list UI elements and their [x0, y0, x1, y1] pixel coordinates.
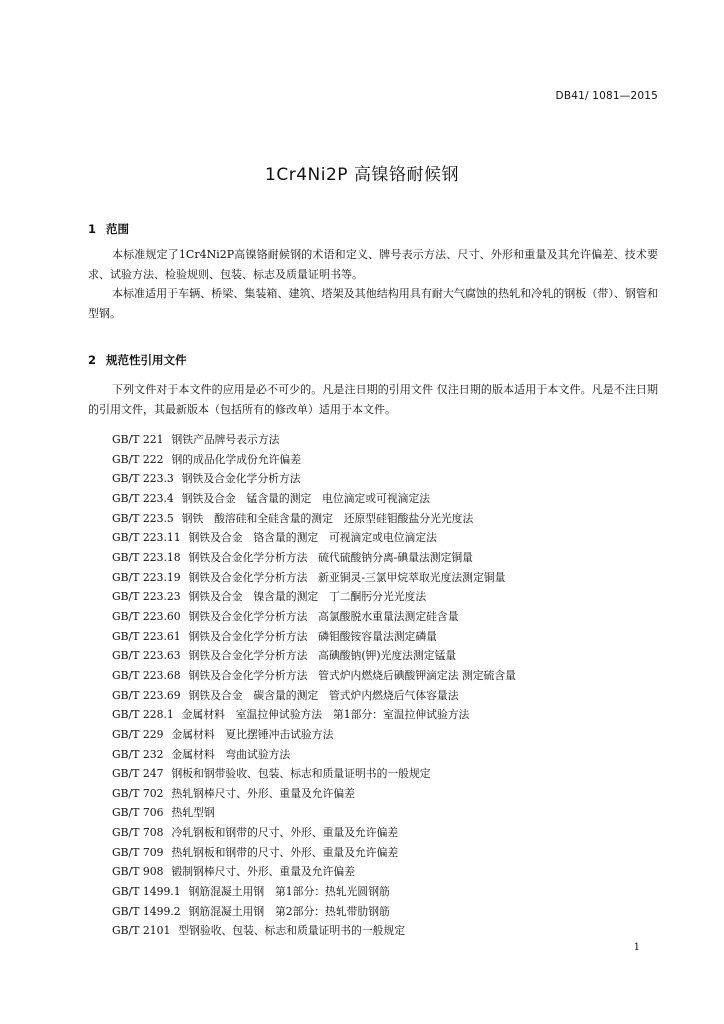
reference-code: GB/T 232: [112, 747, 164, 761]
section-title: 范围: [106, 222, 129, 236]
reference-code: GB/T 223.61: [112, 629, 181, 643]
list-item: [112, 587, 516, 607]
list-item: [112, 745, 516, 765]
list-item: [112, 686, 516, 706]
reference-title: 金属材料 弯曲试验方法: [171, 747, 291, 761]
reference-title: 钢板和钢带验收、包装、标志和质量证明书的一般规定: [171, 767, 431, 781]
reference-code: GB/T 223.63: [112, 649, 181, 663]
list-item: [112, 430, 516, 450]
reference-code: GB/T 223.11: [112, 531, 181, 545]
reference-title: 钢铁及合金 碳含量的测定 管式炉内燃烧后气体容量法: [188, 688, 459, 702]
reference-title: 热轧钢棒尺寸、外形、重量及允许偏差: [171, 786, 355, 800]
list-item: [112, 784, 516, 804]
reference-title: 冷轧钢板和钢带的尺寸、外形、重量及允许偏差: [171, 826, 399, 840]
reference-title: 钢铁及合金化学分析方法 管式炉内燃烧后碘酸钾滴定法 测定硫含量: [188, 668, 516, 682]
reference-title: 锻制钢棒尺寸、外形、重量及允许偏差: [171, 865, 355, 879]
reference-title: 钢铁及合金化学分析方法 新亚铜灵-三氯甲烷萃取光度法测定铜量: [188, 570, 506, 584]
reference-code: GB/T 1499.1: [112, 885, 181, 899]
list-item: [112, 627, 516, 647]
reference-title: 型钢验收、包装、标志和质量证明书的一般规定: [178, 924, 406, 938]
reference-code: GB/T 708: [112, 826, 164, 840]
section-number: 1: [88, 222, 97, 236]
reference-title: 钢铁及合金化学分析方法 硫代硫酸钠分离-碘量法测定铜量: [188, 550, 473, 564]
section-title: 规范性引用文件: [106, 353, 187, 367]
reference-code: GB/T 702: [112, 786, 164, 800]
reference-code: GB/T 223.69: [112, 688, 181, 702]
reference-title: 钢铁及合金 镍含量的测定 丁二酮肟分光光度法: [188, 590, 427, 604]
paragraph-references-intro: 下列文件对于本文件的应用是必不可少的。凡是注日期的引用文件 仅注日期的版本适用于本文件。凡是不注日期的引用文件，其最新版本（包括所有的修改单）适用于本文件。: [88, 383, 658, 416]
reference-code: GB/T 221: [112, 433, 164, 446]
list-item: [112, 666, 516, 686]
list-item: [112, 725, 516, 745]
list-item: [112, 803, 516, 823]
document-code: DB41/ 1081—2015: [555, 90, 658, 102]
list-item: [112, 469, 516, 489]
reference-code: GB/T 223.60: [112, 609, 181, 623]
reference-code: GB/T 223.4: [112, 491, 174, 505]
list-item: [112, 823, 516, 843]
page-number: 1: [633, 942, 640, 953]
section-number: 2: [88, 353, 97, 367]
reference-code: GB/T 223.3: [112, 472, 174, 486]
reference-title: 钢铁及合金化学分析方法 磷钼酸铵容量法测定磷量: [188, 629, 437, 643]
list-item: [112, 882, 516, 902]
reference-title: 钢铁及合金 铬含量的测定 可视滴定或电位滴定法: [188, 531, 437, 545]
reference-code: GB/T 222: [112, 452, 164, 466]
reference-code: GB/T 223.5: [112, 511, 174, 525]
reference-title: 钢的成品化学成份允许偏差: [171, 452, 302, 466]
list-item: [112, 489, 516, 509]
reference-title: 热轧钢板和钢带的尺寸、外形、重量及允许偏差: [171, 845, 399, 859]
reference-code: GB/T 2101: [112, 924, 171, 938]
list-item: [112, 921, 516, 941]
list-item: [112, 705, 516, 725]
paragraph-scope-1: 本标准规定了1Cr4Ni2P高镍铬耐候钢的术语和定义、牌号表示方法、尺寸、外形和重量及其允许偏差、技术要求、试验方法、检验规则、包装、标志及质量证明书等。: [88, 248, 658, 281]
reference-code: GB/T 223.68: [112, 668, 181, 682]
reference-code: GB/T 229: [112, 727, 164, 741]
list-item: [112, 548, 516, 568]
list-item: [112, 568, 516, 588]
paragraph-scope-2: 本标准适用于车辆、桥梁、集装箱、建筑、塔架及其他结构用具有耐大气腐蚀的热轧和冷轧的钢板（带）、钢管和型钢。: [88, 287, 658, 320]
section-heading-scope: [88, 221, 129, 237]
reference-code: GB/T 223.23: [112, 590, 181, 604]
reference-title: 钢铁产品牌号表示方法: [171, 433, 280, 446]
reference-title: 钢铁 酸溶硅和全硅含量的测定 还原型硅钼酸盐分光光度法: [181, 511, 474, 525]
reference-title: 金属材料 室温拉伸试验方法 第1部分：室温拉伸试验方法: [181, 708, 470, 722]
list-item: [112, 509, 516, 529]
reference-code: GB/T 709: [112, 845, 164, 859]
reference-code: GB/T 908: [112, 865, 164, 879]
list-item: [112, 528, 516, 548]
reference-code: GB/T 223.18: [112, 550, 181, 564]
document-title: 1Cr4Ni2P 高镍铬耐候钢: [265, 165, 459, 185]
reference-code: GB/T 228.1: [112, 708, 174, 722]
reference-title: 钢铁及合金化学分析方法: [181, 472, 301, 486]
reference-title: 钢筋混凝土用钢 第2部分：热轧带肋钢筋: [188, 904, 390, 918]
list-item: [112, 862, 516, 882]
reference-code: GB/T 247: [112, 767, 164, 781]
reference-code: GB/T 706: [112, 806, 164, 820]
reference-code: GB/T 223.19: [112, 570, 181, 584]
list-item: [112, 843, 516, 863]
list-item: [112, 764, 516, 784]
reference-list: [112, 430, 516, 941]
reference-title: 钢铁及合金 锰含量的测定 电位滴定或可视滴定法: [181, 491, 431, 505]
list-item: [112, 450, 516, 470]
section-heading-normative-references: [88, 352, 187, 368]
list-item: [112, 902, 516, 922]
reference-title: 钢铁及合金化学分析方法 高碘酸钠(钾)光度法测定锰量: [188, 649, 457, 663]
reference-title: 钢铁及合金化学分析方法 高氯酸脱水重量法测定硅含量: [188, 609, 459, 623]
list-item: [112, 607, 516, 627]
reference-title: 热轧型钢: [171, 806, 215, 820]
reference-title: 金属材料 夏比摆锤冲击试验方法: [171, 727, 334, 741]
reference-title: 钢筋混凝土用钢 第1部分：热轧光圆钢筋: [188, 885, 390, 899]
reference-code: GB/T 1499.2: [112, 904, 181, 918]
list-item: [112, 646, 516, 666]
